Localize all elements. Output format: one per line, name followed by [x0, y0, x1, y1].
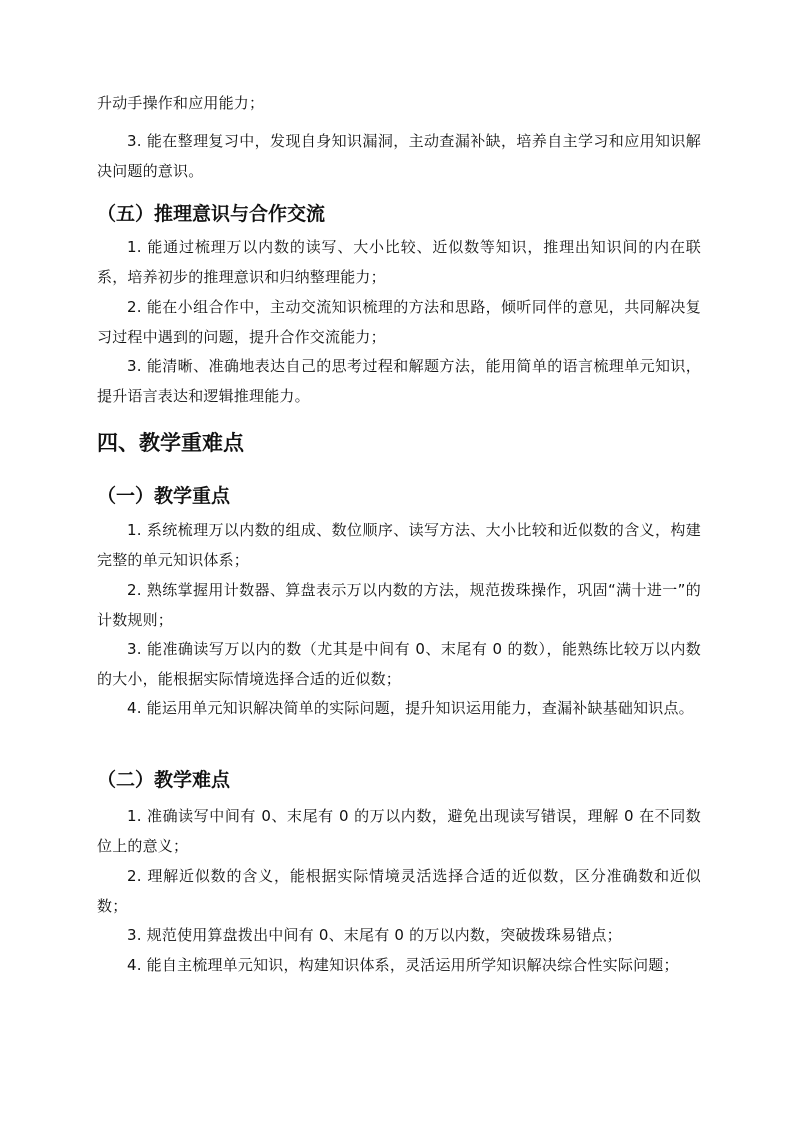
section-heading-key-points: （一）教学重点	[97, 485, 231, 507]
difficult-point-item-2: 2. 理解近似数的含义，能根据实际情境灵活选择合适的近似数，区分准确数和近似数；	[97, 867, 701, 915]
key-point-item-4: 4. 能运用单元知识解决简单的实际问题，提升知识运用能力，查漏补缺基础知识点。	[127, 699, 694, 717]
key-point-item-1: 1. 系统梳理万以内数的组成、数位顺序、读写方法、大小比较和近似数的含义，构建完整的单元知识体系；	[97, 521, 701, 569]
section-heading-difficult-points: （二）教学难点	[97, 769, 231, 791]
difficult-point-item-1: 1. 准确读写中间有 0、末尾有 0 的万以内数，避免出现读写错误，理解 0 在不同数位上的意义；	[97, 807, 701, 855]
continuation-paragraph: 升动手操作和应用能力；	[97, 94, 265, 112]
difficult-point-item-3: 3. 规范使用算盘拨出中间有 0、末尾有 0 的万以内数，突破拨珠易错点；	[127, 926, 622, 944]
chapter-heading-key-difficult: 四、教学重难点	[97, 431, 244, 455]
reasoning-item-2: 2. 能在小组合作中，主动交流知识梳理的方法和思路，倾听同伴的意见，共同解决复习过程中遇到的问题，提升合作交流能力；	[97, 298, 701, 346]
difficult-point-item-4: 4. 能自主梳理单元知识，构建知识体系，灵活运用所学知识解决综合性实际问题；	[127, 956, 679, 974]
reasoning-item-1: 1. 能通过梳理万以内数的读写、大小比较、近似数等知识，推理出知识间的内在联系，培养初步的推理意识和归纳整理能力；	[97, 238, 701, 286]
key-point-item-3: 3. 能准确读写万以内的数（尤其是中间有 0、末尾有 0 的数），能熟练比较万以内数的大小，能根据实际情境选择合适的近似数；	[97, 640, 701, 688]
key-point-item-2: 2. 熟练掌握用计数器、算盘表示万以内数的方法，规范拨珠操作，巩固“满十进一”的计数规则；	[97, 581, 701, 629]
section-heading-reasoning: （五）推理意识与合作交流	[97, 203, 326, 225]
section-five-item-3-prev: 3. 能在整理复习中，发现自身知识漏洞，主动查漏补缺，培养自主学习和应用知识解决问题的意识。	[97, 132, 701, 180]
reasoning-item-3: 3. 能清晰、准确地表达自己的思考过程和解题方法，能用简单的语言梳理单元知识，提升语言表达和逻辑推理能力。	[97, 357, 701, 405]
